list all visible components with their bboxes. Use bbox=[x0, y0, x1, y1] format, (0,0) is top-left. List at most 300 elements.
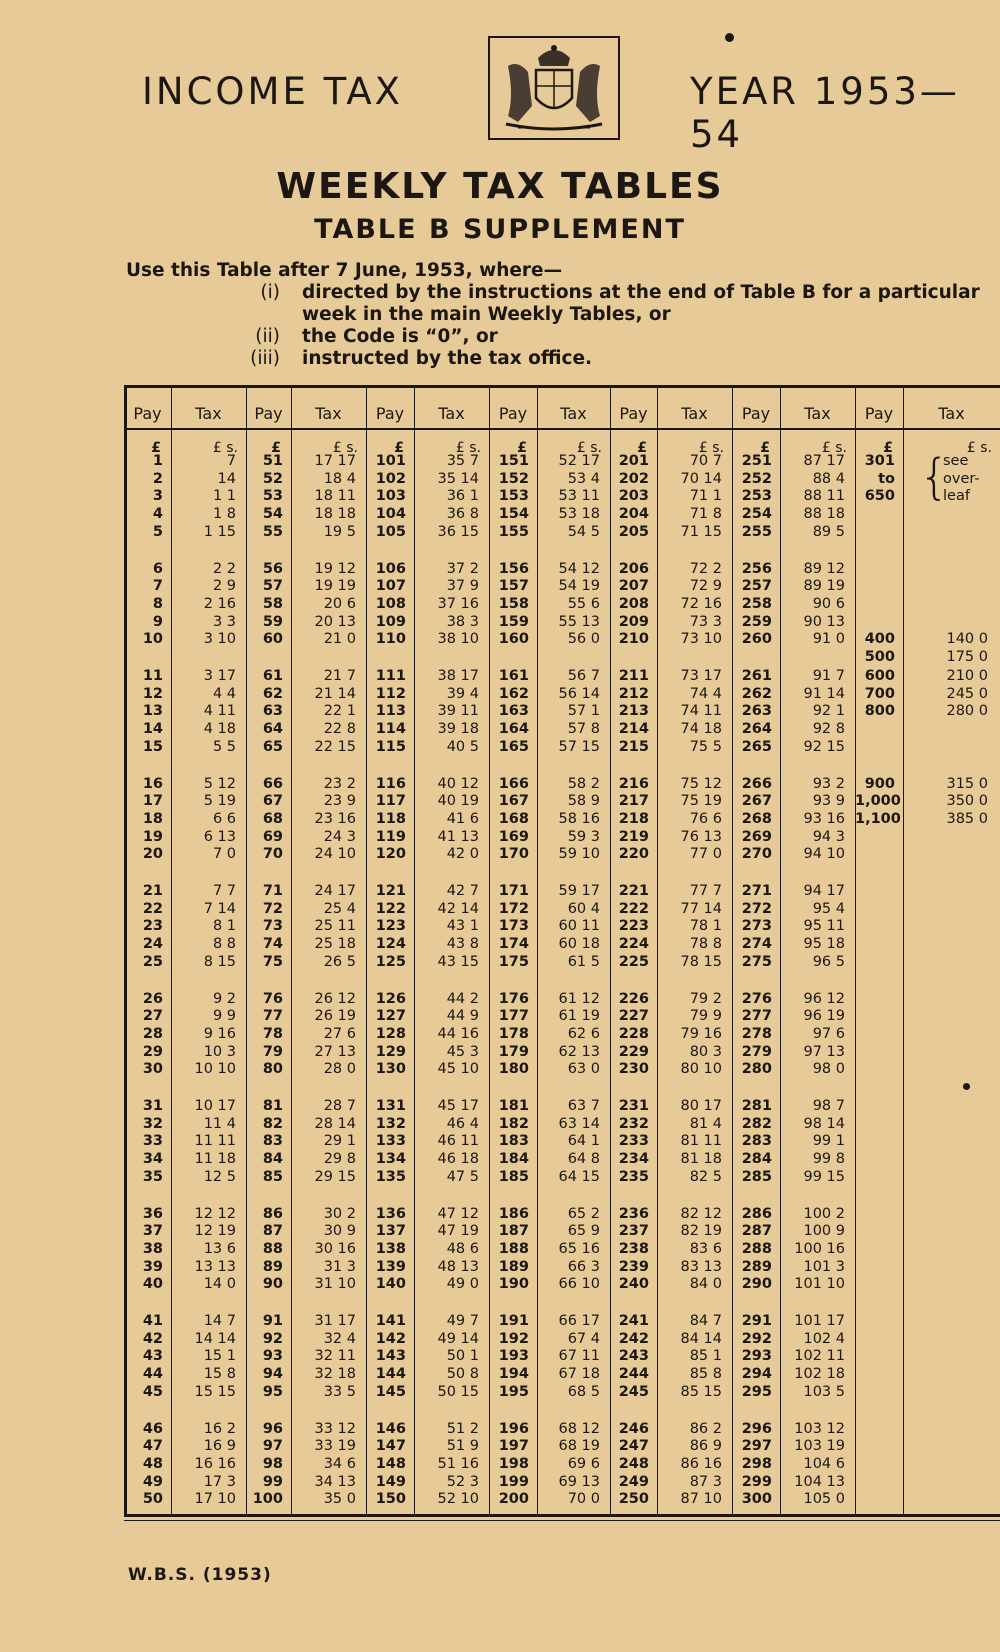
pay-cell: 129 bbox=[375, 1043, 406, 1060]
pay-cell: 188 bbox=[498, 1240, 529, 1257]
header-right-year: YEAR 1953—54 bbox=[690, 70, 960, 156]
tax-cell: 50 1 bbox=[446, 1348, 479, 1365]
tax-cell: 70 0 bbox=[567, 1491, 600, 1508]
pay-unit-label: £ bbox=[637, 440, 647, 456]
tax-cell: 140 0 bbox=[946, 631, 988, 648]
pay-cell: 17 bbox=[142, 793, 163, 810]
pay-cell: 137 bbox=[375, 1223, 406, 1240]
tax-cell: 105 0 bbox=[803, 1491, 845, 1508]
pay-unit-label: £ bbox=[151, 440, 161, 456]
tax-cell: 56 14 bbox=[558, 685, 600, 702]
tax-cell: 85 1 bbox=[689, 1348, 722, 1365]
tax-cell: 28 0 bbox=[323, 1061, 356, 1078]
pay-cell: 282 bbox=[741, 1115, 772, 1132]
pay-cell: 75 bbox=[262, 953, 283, 970]
tax-cell: 6 13 bbox=[203, 828, 236, 845]
pay-cell: 16 bbox=[142, 775, 163, 792]
pay-cell: 254 bbox=[741, 506, 772, 523]
pay-cell: 227 bbox=[618, 1008, 649, 1025]
tax-cell: 37 9 bbox=[446, 578, 479, 595]
pay-cell: 46 bbox=[142, 1420, 163, 1437]
pay-cell: 118 bbox=[375, 810, 406, 827]
tax-cell: 245 0 bbox=[946, 685, 988, 702]
pay-cell: 166 bbox=[498, 775, 529, 792]
pay-cell: 37 bbox=[142, 1223, 163, 1240]
tax-cell: 52 17 bbox=[558, 453, 600, 469]
pay-cell: 150 bbox=[375, 1491, 406, 1508]
tax-cell: 8 15 bbox=[203, 953, 236, 970]
tax-cell: 18 18 bbox=[314, 506, 356, 523]
tax-cell: 77 0 bbox=[689, 846, 722, 863]
pay-cell: 50 bbox=[142, 1491, 163, 1508]
tax-cell: 86 16 bbox=[680, 1455, 722, 1472]
pay-cell: 41 bbox=[142, 1313, 163, 1329]
tax-cell: 70 14 bbox=[680, 470, 722, 487]
tax-cell: 3 10 bbox=[203, 631, 236, 648]
pay-cell: 139 bbox=[375, 1258, 406, 1275]
range-tax-cell: see bbox=[943, 453, 969, 469]
tax-cell: 72 2 bbox=[689, 560, 722, 577]
tax-cell: 32 11 bbox=[314, 1348, 356, 1365]
pay-cell: 123 bbox=[375, 918, 406, 935]
pay-cell: 294 bbox=[741, 1366, 772, 1383]
tax-cell: 84 7 bbox=[689, 1313, 722, 1329]
pay-cell: 23 bbox=[142, 918, 163, 935]
pay-unit-label: £ bbox=[271, 440, 281, 456]
pay-cell: 179 bbox=[498, 1043, 529, 1060]
tax-cell: 9 16 bbox=[203, 1025, 236, 1042]
pay-cell: 149 bbox=[375, 1473, 406, 1490]
pay-cell: 14 bbox=[142, 721, 163, 738]
pay-cell: 206 bbox=[618, 560, 649, 577]
tax-unit-label: £ s. bbox=[576, 440, 602, 456]
pay-cell: 275 bbox=[741, 953, 772, 970]
tax-cell: 92 8 bbox=[812, 721, 845, 738]
pay-cell: 243 bbox=[618, 1348, 649, 1365]
tax-cell: 81 18 bbox=[680, 1151, 722, 1168]
tax-cell: 60 4 bbox=[567, 900, 600, 917]
tax-cell: 34 6 bbox=[323, 1455, 356, 1472]
tax-cell: 68 19 bbox=[558, 1438, 600, 1455]
tax-cell: 53 18 bbox=[558, 506, 600, 523]
tax-cell: 90 13 bbox=[803, 613, 845, 630]
pay-cell: 182 bbox=[498, 1115, 529, 1132]
tax-cell: 41 13 bbox=[437, 828, 479, 845]
tax-cell: 84 14 bbox=[680, 1330, 722, 1347]
tax-cell: 59 3 bbox=[567, 828, 600, 845]
tax-cell: 80 17 bbox=[680, 1098, 722, 1114]
pay-cell: 160 bbox=[498, 631, 529, 648]
pay-cell: 84 bbox=[262, 1151, 283, 1168]
pay-cell: 130 bbox=[375, 1061, 406, 1078]
pay-cell: 186 bbox=[498, 1205, 529, 1222]
tax-cell: 103 19 bbox=[794, 1438, 845, 1455]
pay-cell: 91 bbox=[262, 1313, 283, 1329]
pay-cell: 900 bbox=[864, 775, 895, 792]
pay-cell: 164 bbox=[498, 721, 529, 738]
tax-cell: 22 15 bbox=[314, 738, 356, 755]
tax-cell: 14 14 bbox=[194, 1330, 236, 1347]
tax-cell: 61 12 bbox=[558, 990, 600, 1007]
tax-cell: 43 15 bbox=[437, 953, 479, 970]
pay-cell: 5 bbox=[152, 523, 163, 540]
tax-cell: 101 10 bbox=[794, 1276, 845, 1293]
tax-cell: 46 11 bbox=[437, 1133, 479, 1150]
pay-cell: 138 bbox=[375, 1240, 406, 1257]
pay-cell: 1,000 bbox=[855, 793, 901, 810]
pay-cell: 134 bbox=[375, 1151, 406, 1168]
tax-cell: 80 3 bbox=[689, 1043, 722, 1060]
tax-cell: 91 7 bbox=[812, 668, 845, 684]
tax-cell: 33 12 bbox=[314, 1420, 356, 1437]
tax-cell: 101 3 bbox=[803, 1258, 845, 1275]
tax-cell: 15 15 bbox=[194, 1383, 236, 1400]
tax-cell: 51 9 bbox=[446, 1438, 479, 1455]
pay-cell: 210 bbox=[618, 631, 649, 648]
tax-cell: 56 7 bbox=[567, 668, 600, 684]
tax-cell: 42 14 bbox=[437, 900, 479, 917]
column-header-tax: Tax bbox=[438, 404, 465, 423]
form-reference: W.B.S. (1953) bbox=[128, 1565, 272, 1585]
pay-cell: 299 bbox=[741, 1473, 772, 1490]
tax-cell: 17 3 bbox=[203, 1473, 236, 1490]
tax-cell: 91 0 bbox=[812, 631, 845, 648]
pay-cell: 90 bbox=[262, 1276, 283, 1293]
pay-cell: 500 bbox=[864, 649, 895, 665]
tax-cell: 25 4 bbox=[323, 900, 356, 917]
pay-cell: 83 bbox=[262, 1133, 283, 1150]
tax-cell: 18 4 bbox=[323, 470, 356, 487]
pay-cell: 205 bbox=[618, 523, 649, 540]
pay-cell: 21 bbox=[142, 883, 163, 899]
pay-cell: 244 bbox=[618, 1366, 649, 1383]
pay-cell: 119 bbox=[375, 828, 406, 845]
tax-cell: 385 0 bbox=[946, 810, 988, 827]
pay-cell: 156 bbox=[498, 560, 529, 577]
pay-cell: 63 bbox=[262, 703, 283, 720]
tax-cell: 8 8 bbox=[212, 936, 236, 953]
pay-cell: 245 bbox=[618, 1383, 649, 1400]
tax-cell: 77 14 bbox=[680, 900, 722, 917]
pay-cell: 185 bbox=[498, 1168, 529, 1185]
tax-cell: 30 16 bbox=[314, 1240, 356, 1257]
tax-cell: 45 10 bbox=[437, 1061, 479, 1078]
pay-cell: 203 bbox=[618, 488, 649, 505]
tax-cell: 17 17 bbox=[314, 453, 356, 469]
pay-cell: 128 bbox=[375, 1025, 406, 1042]
tax-cell: 94 17 bbox=[803, 883, 845, 899]
pay-cell: 140 bbox=[375, 1276, 406, 1293]
tax-cell: 14 bbox=[217, 470, 236, 487]
pay-cell: 279 bbox=[741, 1043, 772, 1060]
tax-cell: 81 11 bbox=[680, 1133, 722, 1150]
pay-cell: 262 bbox=[741, 685, 772, 702]
tax-cell: 46 18 bbox=[437, 1151, 479, 1168]
pay-cell: 127 bbox=[375, 1008, 406, 1025]
tax-cell: 40 12 bbox=[437, 775, 479, 792]
column-header-pay: Pay bbox=[375, 404, 405, 423]
tax-cell: 82 12 bbox=[680, 1205, 722, 1222]
tax-cell: 35 7 bbox=[446, 453, 479, 469]
pay-cell: 219 bbox=[618, 828, 649, 845]
tax-cell: 14 0 bbox=[203, 1276, 236, 1293]
pay-cell: 239 bbox=[618, 1258, 649, 1275]
instructions-intro: Use this Table after 7 June, 1953, where— bbox=[126, 260, 563, 281]
pay-cell: 226 bbox=[618, 990, 649, 1007]
pay-cell: 35 bbox=[142, 1168, 163, 1185]
tax-cell: 71 15 bbox=[680, 523, 722, 540]
range-pay-cell: 650 bbox=[864, 488, 895, 505]
tax-cell: 98 7 bbox=[812, 1098, 845, 1114]
pay-cell: 68 bbox=[262, 810, 283, 827]
tax-cell: 85 15 bbox=[680, 1383, 722, 1400]
pay-cell: 62 bbox=[262, 685, 283, 702]
pay-cell: 246 bbox=[618, 1420, 649, 1437]
pay-cell: 287 bbox=[741, 1223, 772, 1240]
tax-cell: 93 16 bbox=[803, 810, 845, 827]
pay-cell: 251 bbox=[741, 453, 772, 469]
pay-cell: 32 bbox=[142, 1115, 163, 1132]
pay-cell: 264 bbox=[741, 721, 772, 738]
royal-coat-of-arms-emblem bbox=[488, 36, 620, 140]
column-header-pay: Pay bbox=[864, 404, 894, 423]
tax-cell: 54 19 bbox=[558, 578, 600, 595]
pay-cell: 141 bbox=[375, 1313, 406, 1329]
pay-cell: 153 bbox=[498, 488, 529, 505]
pay-cell: 25 bbox=[142, 953, 163, 970]
tax-cell: 87 10 bbox=[680, 1491, 722, 1508]
tax-cell: 18 11 bbox=[314, 488, 356, 505]
column-header-tax: Tax bbox=[195, 404, 222, 423]
tax-cell: 99 1 bbox=[812, 1133, 845, 1150]
tax-cell: 104 6 bbox=[803, 1455, 845, 1472]
tax-cell: 22 1 bbox=[323, 703, 356, 720]
pay-cell: 267 bbox=[741, 793, 772, 810]
pay-cell: 132 bbox=[375, 1115, 406, 1132]
tax-cell: 55 13 bbox=[558, 613, 600, 630]
pay-cell: 113 bbox=[375, 703, 406, 720]
pay-cell: 257 bbox=[741, 578, 772, 595]
pay-cell: 277 bbox=[741, 1008, 772, 1025]
tax-cell: 100 16 bbox=[794, 1240, 845, 1257]
pay-cell: 9 bbox=[152, 613, 163, 630]
pay-cell: 159 bbox=[498, 613, 529, 630]
tax-cell: 79 16 bbox=[680, 1025, 722, 1042]
tax-cell: 31 10 bbox=[314, 1276, 356, 1293]
tax-cell: 21 7 bbox=[323, 668, 356, 684]
pay-cell: 121 bbox=[375, 883, 406, 899]
pay-cell: 131 bbox=[375, 1098, 406, 1114]
tax-cell: 61 19 bbox=[558, 1008, 600, 1025]
tax-cell: 59 10 bbox=[558, 846, 600, 863]
tax-cell: 38 3 bbox=[446, 613, 479, 630]
pay-cell: 278 bbox=[741, 1025, 772, 1042]
margin-ink-dot bbox=[963, 1083, 970, 1090]
pay-cell: 64 bbox=[262, 721, 283, 738]
pay-cell: 172 bbox=[498, 900, 529, 917]
pay-cell: 82 bbox=[262, 1115, 283, 1132]
tax-cell: 90 6 bbox=[812, 595, 845, 612]
pay-cell: 260 bbox=[741, 631, 772, 648]
pay-cell: 135 bbox=[375, 1168, 406, 1185]
tax-cell: 4 18 bbox=[203, 721, 236, 738]
tax-cell: 65 16 bbox=[558, 1240, 600, 1257]
pay-cell: 250 bbox=[618, 1491, 649, 1508]
pay-cell: 56 bbox=[262, 560, 283, 577]
pay-cell: 171 bbox=[498, 883, 529, 899]
pay-cell: 169 bbox=[498, 828, 529, 845]
pay-cell: 248 bbox=[618, 1455, 649, 1472]
pay-cell: 6 bbox=[152, 560, 163, 577]
pay-cell: 272 bbox=[741, 900, 772, 917]
tax-cell: 8 1 bbox=[212, 918, 236, 935]
tax-cell: 39 11 bbox=[437, 703, 479, 720]
column-header-tax: Tax bbox=[315, 404, 342, 423]
tax-cell: 104 13 bbox=[794, 1473, 845, 1490]
pay-cell: 190 bbox=[498, 1276, 529, 1293]
pay-cell: 2 bbox=[152, 470, 163, 487]
tax-cell: 43 1 bbox=[446, 918, 479, 935]
pay-cell: 81 bbox=[262, 1098, 283, 1114]
tax-cell: 13 6 bbox=[203, 1240, 236, 1257]
tax-cell: 1 15 bbox=[203, 523, 236, 540]
tax-cell: 68 12 bbox=[558, 1420, 600, 1437]
tax-table-header-rule bbox=[124, 428, 1000, 430]
range-pay-cell: 301 bbox=[864, 453, 895, 469]
tax-cell: 67 4 bbox=[567, 1330, 600, 1347]
column-header-tax: Tax bbox=[804, 404, 831, 423]
tax-cell: 54 5 bbox=[567, 523, 600, 540]
range-pay-cell: to bbox=[878, 470, 895, 487]
pay-cell: 162 bbox=[498, 685, 529, 702]
tax-cell: 47 5 bbox=[446, 1168, 479, 1185]
tax-cell: 16 9 bbox=[203, 1438, 236, 1455]
tax-cell: 60 18 bbox=[558, 936, 600, 953]
pay-cell: 70 bbox=[262, 846, 283, 863]
tax-cell: 7 7 bbox=[212, 883, 236, 899]
tax-cell: 58 16 bbox=[558, 810, 600, 827]
tax-cell: 51 2 bbox=[446, 1420, 479, 1437]
tax-cell: 19 5 bbox=[323, 523, 356, 540]
tax-cell: 20 6 bbox=[323, 595, 356, 612]
tax-cell: 69 13 bbox=[558, 1473, 600, 1490]
tax-cell: 10 3 bbox=[203, 1043, 236, 1060]
pay-cell: 98 bbox=[262, 1455, 283, 1472]
tax-cell: 98 0 bbox=[812, 1061, 845, 1078]
pay-cell: 247 bbox=[618, 1438, 649, 1455]
tax-cell: 280 0 bbox=[946, 703, 988, 720]
tax-cell: 94 3 bbox=[812, 828, 845, 845]
tax-unit-label: £ s. bbox=[821, 440, 847, 456]
pay-cell: 79 bbox=[262, 1043, 283, 1060]
pay-cell: 152 bbox=[498, 470, 529, 487]
pay-cell: 207 bbox=[618, 578, 649, 595]
pay-cell: 40 bbox=[142, 1276, 163, 1293]
tax-cell: 79 9 bbox=[689, 1008, 722, 1025]
pay-cell: 285 bbox=[741, 1168, 772, 1185]
tax-cell: 29 1 bbox=[323, 1133, 356, 1150]
tax-cell: 6 6 bbox=[212, 810, 236, 827]
pay-cell: 155 bbox=[498, 523, 529, 540]
tax-cell: 24 17 bbox=[314, 883, 356, 899]
pay-cell: 45 bbox=[142, 1383, 163, 1400]
pay-cell: 173 bbox=[498, 918, 529, 935]
pay-cell: 77 bbox=[262, 1008, 283, 1025]
tax-cell: 101 17 bbox=[794, 1313, 845, 1329]
tax-cell: 33 19 bbox=[314, 1438, 356, 1455]
tax-cell: 42 7 bbox=[446, 883, 479, 899]
tax-cell: 25 18 bbox=[314, 936, 356, 953]
tax-cell: 99 15 bbox=[803, 1168, 845, 1185]
pay-cell: 298 bbox=[741, 1455, 772, 1472]
pay-cell: 74 bbox=[262, 936, 283, 953]
tax-cell: 12 5 bbox=[203, 1168, 236, 1185]
pay-cell: 168 bbox=[498, 810, 529, 827]
pay-cell: 700 bbox=[864, 685, 895, 702]
pay-cell: 7 bbox=[152, 578, 163, 595]
tax-cell: 47 12 bbox=[437, 1205, 479, 1222]
pay-cell: 104 bbox=[375, 506, 406, 523]
pay-cell: 167 bbox=[498, 793, 529, 810]
corner-ink-dot bbox=[725, 33, 734, 42]
pay-cell: 55 bbox=[262, 523, 283, 540]
tax-cell: 69 6 bbox=[567, 1455, 600, 1472]
pay-cell: 48 bbox=[142, 1455, 163, 1472]
pay-cell: 191 bbox=[498, 1313, 529, 1329]
pay-cell: 178 bbox=[498, 1025, 529, 1042]
pay-cell: 27 bbox=[142, 1008, 163, 1025]
range-tax-cell: leaf bbox=[943, 488, 970, 505]
pay-cell: 180 bbox=[498, 1061, 529, 1078]
tax-cell: 36 8 bbox=[446, 506, 479, 523]
pay-cell: 95 bbox=[262, 1383, 283, 1400]
pay-cell: 11 bbox=[142, 668, 163, 684]
tax-cell: 83 6 bbox=[689, 1240, 722, 1257]
pay-cell: 238 bbox=[618, 1240, 649, 1257]
tax-cell: 74 4 bbox=[689, 685, 722, 702]
tax-cell: 96 5 bbox=[812, 953, 845, 970]
pay-cell: 3 bbox=[152, 488, 163, 505]
tax-cell: 47 19 bbox=[437, 1223, 479, 1240]
pay-cell: 39 bbox=[142, 1258, 163, 1275]
tax-unit-label: £ s. bbox=[966, 440, 992, 456]
tax-cell: 46 4 bbox=[446, 1115, 479, 1132]
pay-cell: 105 bbox=[375, 523, 406, 540]
tax-cell: 63 0 bbox=[567, 1061, 600, 1078]
tax-cell: 53 11 bbox=[558, 488, 600, 505]
column-header-pay: Pay bbox=[741, 404, 771, 423]
pay-cell: 222 bbox=[618, 900, 649, 917]
tax-cell: 34 13 bbox=[314, 1473, 356, 1490]
tax-cell: 43 8 bbox=[446, 936, 479, 953]
tax-cell: 32 4 bbox=[323, 1330, 356, 1347]
tax-cell: 63 14 bbox=[558, 1115, 600, 1132]
pay-cell: 47 bbox=[142, 1438, 163, 1455]
pay-cell: 209 bbox=[618, 613, 649, 630]
pay-cell: 273 bbox=[741, 918, 772, 935]
tax-cell: 94 10 bbox=[803, 846, 845, 863]
tax-unit-label: £ s. bbox=[455, 440, 481, 456]
pay-cell: 268 bbox=[741, 810, 772, 827]
instruction-text: the Code is “0”, or bbox=[302, 326, 498, 347]
tax-cell: 16 2 bbox=[203, 1420, 236, 1437]
tax-cell: 57 15 bbox=[558, 738, 600, 755]
tax-cell: 45 3 bbox=[446, 1043, 479, 1060]
pay-cell: 255 bbox=[741, 523, 772, 540]
tax-cell: 59 17 bbox=[558, 883, 600, 899]
tax-cell: 96 12 bbox=[803, 990, 845, 1007]
pay-cell: 99 bbox=[262, 1473, 283, 1490]
